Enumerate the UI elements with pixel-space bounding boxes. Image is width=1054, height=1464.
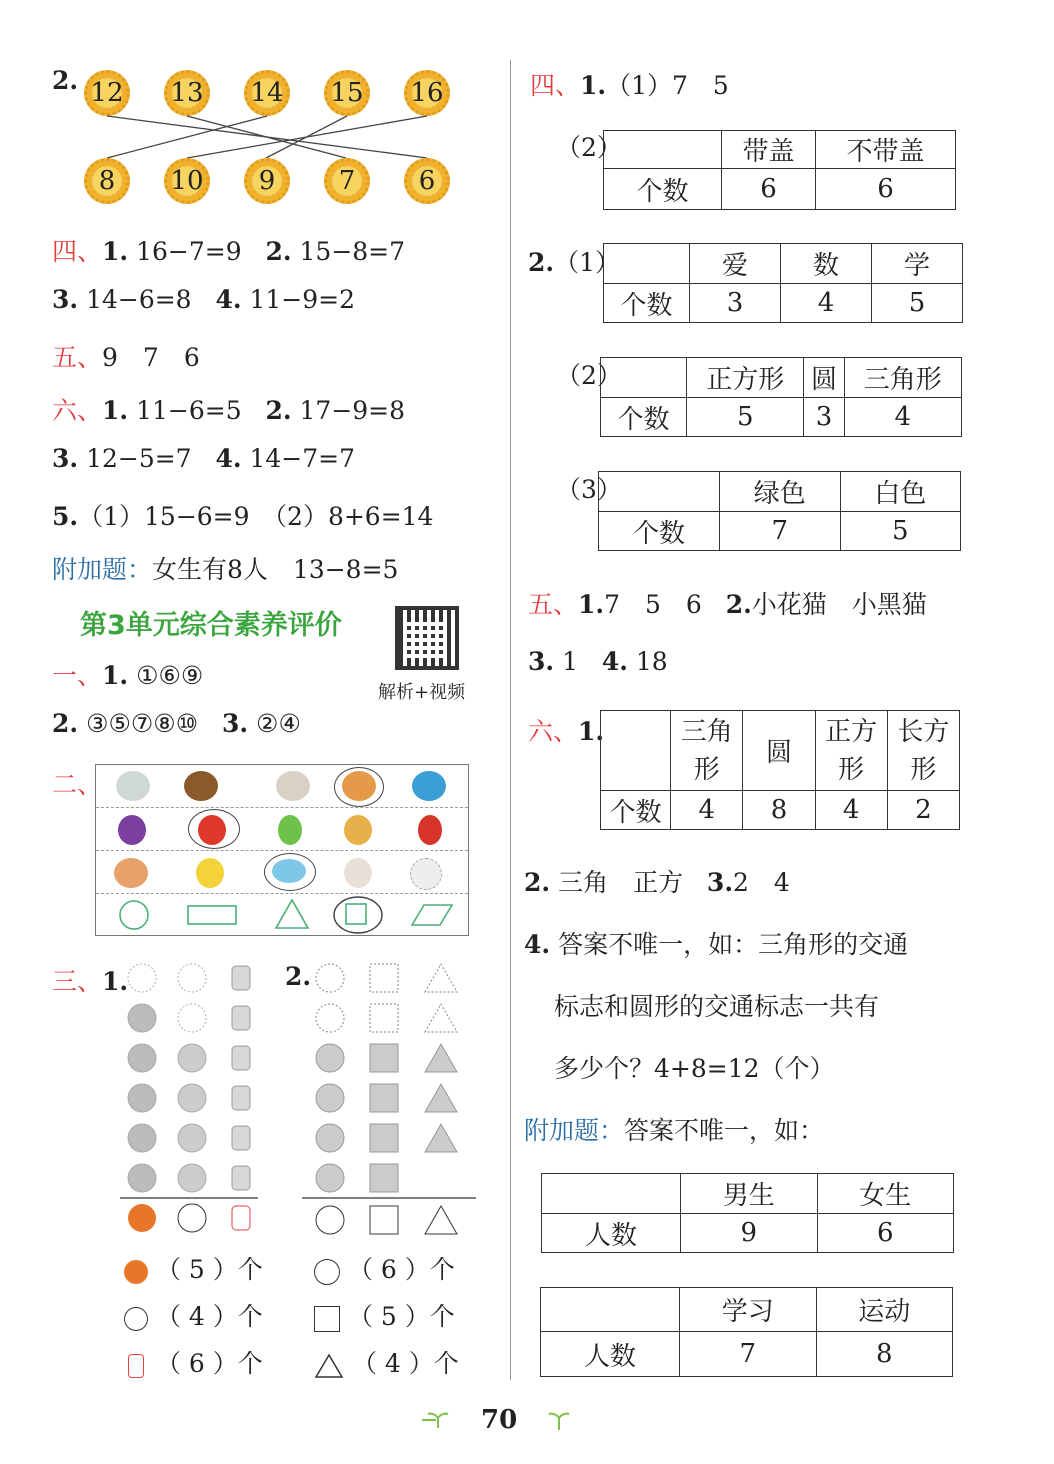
lid-table: 带盖 不带盖 个数 6 6 bbox=[603, 130, 956, 210]
left-section-4-line1: 四、1. 16−7=9 2. 15−8=7 bbox=[52, 237, 406, 266]
right-section-5-line1: 五、1.7 5 6 2.小花猫 小黑猫 bbox=[528, 590, 927, 619]
page-number: 70 bbox=[481, 1405, 518, 1435]
flower-7: 7 bbox=[324, 158, 370, 204]
fish-icon bbox=[272, 859, 306, 883]
character-table: 爱 数 学 个数 3 4 5 bbox=[603, 243, 963, 323]
right-section-6-q4-line2: 标志和圆形的交通标志一共有 bbox=[554, 992, 880, 1021]
eagle-icon bbox=[184, 771, 218, 801]
unit-section-1-line2: 2. ③⑤⑦⑧⑩ 3. ②④ bbox=[52, 709, 301, 738]
flower-9: 9 bbox=[244, 158, 290, 204]
shape-statistics-chart bbox=[300, 958, 480, 1238]
left-section-5: 五、9 7 6 bbox=[52, 343, 200, 372]
color-table: 绿色 白色 个数 7 5 bbox=[598, 471, 961, 551]
shuttlecock-count: （ 6 ）个 bbox=[124, 1344, 263, 1380]
sprout-left-icon bbox=[420, 1408, 456, 1432]
goose-icon bbox=[344, 858, 372, 888]
shape-type-table: 正方形 圆 三角形 个数 5 3 4 bbox=[600, 357, 962, 437]
unit-section-3-head: 三、1. bbox=[52, 967, 129, 996]
left-section-4-line2: 3. 14−6=8 4. 11−9=2 bbox=[52, 285, 356, 314]
potato-icon bbox=[344, 815, 372, 845]
outline-bird-icon bbox=[410, 858, 442, 890]
shape-row bbox=[96, 895, 468, 937]
unit-title: 第3单元综合素养评价 bbox=[80, 610, 342, 641]
classification-picture-grid bbox=[95, 764, 469, 936]
squirrel-icon bbox=[342, 771, 376, 801]
basketball-count: （ 5 ）个 bbox=[124, 1250, 263, 1286]
crane-icon bbox=[276, 771, 310, 801]
flower-16: 16 bbox=[404, 70, 450, 116]
qr-caption: 解析+视频 bbox=[378, 682, 466, 703]
shuttlecock-icon bbox=[128, 1354, 144, 1378]
right-bonus: 附加题：答案不唯一，如： bbox=[524, 1116, 825, 1145]
unit-section-1-line1: 一、1. ①⑥⑨ bbox=[52, 661, 204, 690]
activity-table: 学习 运动 人数 7 8 bbox=[540, 1287, 953, 1377]
gender-table: 男生 女生 人数 9 6 bbox=[541, 1173, 954, 1253]
chili-icon bbox=[418, 815, 442, 845]
left-section-6-line2: 3. 12−5=7 4. 14−7=7 bbox=[52, 444, 356, 473]
flower-13: 13 bbox=[164, 70, 210, 116]
basketball-icon bbox=[124, 1260, 148, 1284]
bird-icon bbox=[116, 771, 150, 801]
triangle-icon bbox=[314, 1353, 344, 1379]
right-section-6-line2: 2. 三角 正方 3.2 4 bbox=[524, 868, 790, 897]
duckling-icon bbox=[196, 858, 224, 888]
unit-section-3-q2: 2. bbox=[285, 962, 312, 991]
square-count: （ 5 ）个 bbox=[314, 1297, 455, 1333]
right-section-5-line2: 3. 1 4. 18 bbox=[528, 647, 668, 676]
circle-count: （ 6 ）个 bbox=[314, 1250, 455, 1286]
flower-14: 14 bbox=[244, 70, 290, 116]
flower-6: 6 bbox=[404, 158, 450, 204]
rooster-icon bbox=[114, 858, 148, 888]
shape-count-table: 三角形 圆 正方形 长方形 个数 4 8 4 2 bbox=[600, 710, 960, 830]
right-section-6-q4-line3: 多少个？4+8=12（个） bbox=[554, 1054, 835, 1083]
unit-section-2-head: 二、 bbox=[52, 770, 103, 799]
flower-15: 15 bbox=[324, 70, 370, 116]
parrot-icon bbox=[412, 771, 446, 801]
apple-icon bbox=[198, 815, 226, 845]
qr-code-icon[interactable] bbox=[395, 606, 459, 670]
left-bonus: 附加题：女生有8人 13−8=5 bbox=[52, 555, 399, 584]
table-label-r4-2-1: 2.（1） bbox=[528, 248, 621, 277]
table-label-r4-2-3: （3） bbox=[556, 475, 622, 504]
flower-12: 12 bbox=[84, 70, 130, 116]
column-divider bbox=[510, 60, 511, 1380]
left-section-6-line3: 5.（1）15−6=9 （2）8+6=14 bbox=[52, 502, 434, 531]
eggplant-icon bbox=[118, 815, 146, 845]
ball-statistics-chart bbox=[118, 958, 268, 1238]
right-section-4-line1: 四、1.（1）7 5 bbox=[530, 71, 729, 100]
left-section-6-line1: 六、1. 11−6=5 2. 17−9=8 bbox=[52, 396, 406, 425]
right-section-6-q4-line1: 4. 答案不唯一，如：三角形的交通 bbox=[524, 930, 909, 959]
sprout-right-icon bbox=[545, 1408, 581, 1432]
circle-icon bbox=[314, 1259, 340, 1285]
triangle-count: （ 4 ）个 bbox=[314, 1344, 459, 1380]
soccer-ball-icon bbox=[124, 1307, 148, 1331]
table-label-r4-1-2: （2） bbox=[556, 133, 622, 162]
pepper-icon bbox=[278, 815, 302, 845]
flower-8: 8 bbox=[84, 158, 130, 204]
square-icon bbox=[314, 1306, 340, 1332]
right-section-6-head: 六、1. bbox=[528, 717, 605, 746]
soccer-ball-count: （ 4 ）个 bbox=[124, 1297, 263, 1333]
q2-number: 2. bbox=[52, 66, 79, 95]
table-label-r4-2-2: （2） bbox=[556, 361, 622, 390]
flower-10: 10 bbox=[164, 158, 210, 204]
